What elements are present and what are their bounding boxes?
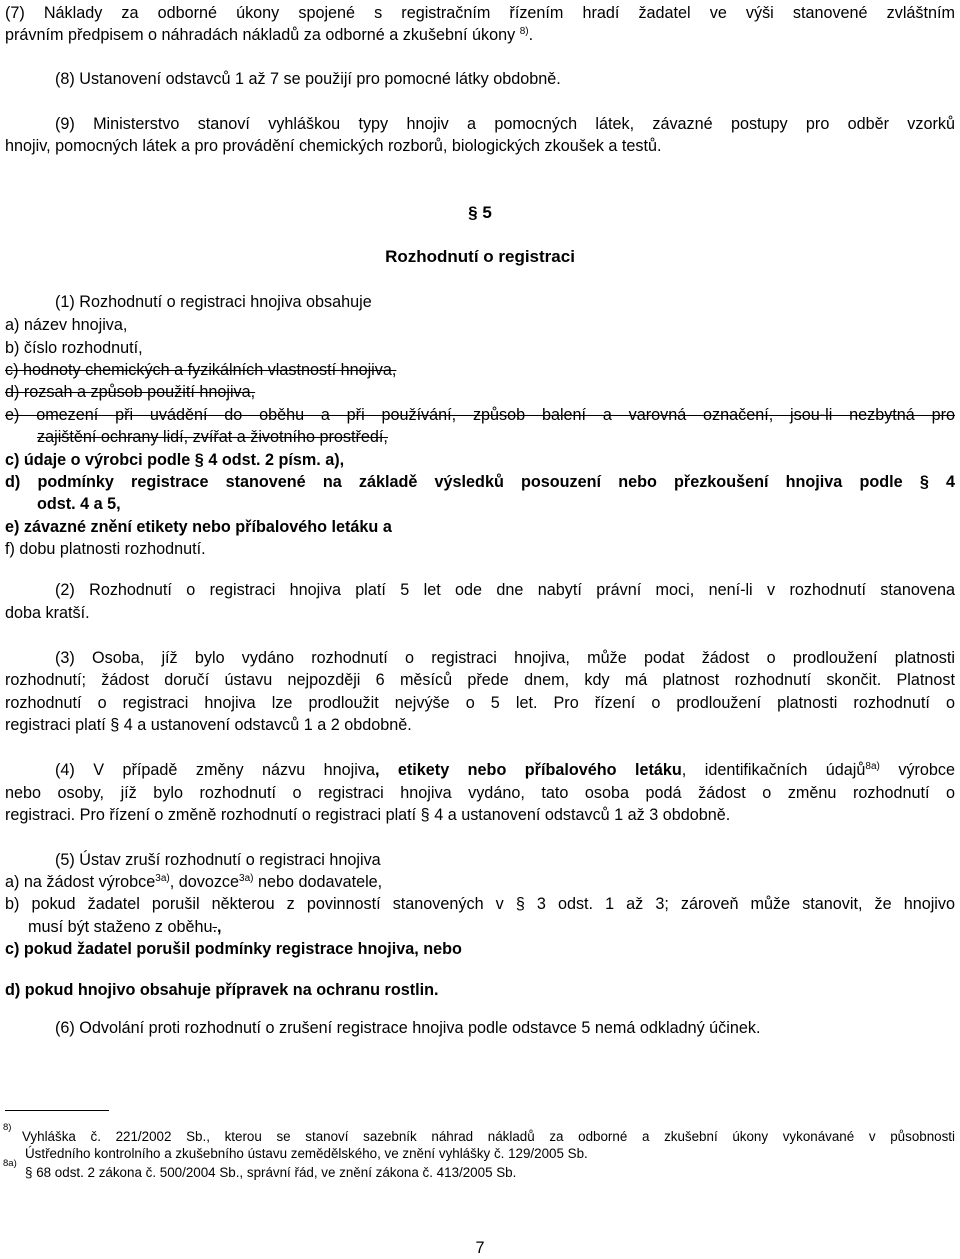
subsection-3-line-3: rozhodnutí o registraci hnojiva lze prodloužit nejvýše o 5 let. Pro řízení o prodloužení platnosti rozhodnutí o bbox=[5, 694, 955, 712]
paragraph-9-line-2: hnojiv, pomocných látek a pro provádění chemických rozborů, biologických zkoušek a testů. bbox=[5, 137, 662, 155]
new-item-e: e) závazné znění etikety nebo příbalového letáku a bbox=[5, 518, 392, 536]
subsection-4-line-3: registraci. Pro řízení o změně rozhodnutí o registraci platí § 4 a ustanovení odstavců 1 až 3 obdobně. bbox=[5, 806, 731, 824]
subsection-5-item-d: d) pokud hnojivo obsahuje přípravek na ochranu rostlin. bbox=[5, 981, 439, 999]
footnote-8-line-2: Ústředního kontrolního a zkušebního ústavu zemědělského, ve znění vyhlášky č. 129/2005 Sb. bbox=[25, 1146, 588, 1161]
footnote-ref-3a[interactable]: 3a) bbox=[239, 873, 254, 884]
section-symbol: § bbox=[515, 895, 525, 913]
subsection-4-line-2: nebo osoby, jíž bylo rozhodnutí o registraci hnojiva vydáno, tato osoba podá žádost o změnu rozhodnutí o bbox=[5, 784, 955, 802]
footnote-ref-3a[interactable]: 3a) bbox=[155, 873, 170, 884]
subsection-6: (6) Odvolání proti rozhodnutí o zrušení registrace hnojiva podle odstavce 5 nemá odkladný účinek. bbox=[55, 1019, 761, 1037]
footnote-8-line-1: Vyhláška č. 221/2002 Sb., kterou se stanoví sazebník náhrad nákladů za odborné a zkušební úkony vykonávané v působnosti bbox=[22, 1129, 955, 1144]
new-item-c: c) údaje o výrobci podle § 4 odst. 2 písm. a), bbox=[5, 451, 345, 469]
footnote-ref-8a[interactable]: 8a) bbox=[865, 761, 880, 772]
deleted-item-e-line-2: zajištění ochrany lidí, zvířat a životního prostředí, bbox=[37, 428, 388, 446]
subsection-2-line-2: doba kratší. bbox=[5, 604, 90, 622]
footnote-ref-8[interactable]: 8) bbox=[519, 26, 529, 37]
subsection-3-line-4: registraci platí § 4 a ustanovení odstavců 1 a 2 obdobně. bbox=[5, 716, 412, 734]
section-symbol: § bbox=[110, 716, 120, 734]
section-symbol: § bbox=[919, 473, 929, 491]
section-title: Rozhodnutí o registraci bbox=[385, 247, 575, 266]
subsection-4-line-1: (4) V případě změny názvu hnojiva, etikety nebo příbalového letáku, identifikačních údajů$^{8a)}$ výrobce bbox=[55, 761, 955, 779]
section-number: 5 bbox=[482, 203, 492, 222]
subsection-5-item-b-line-1: b) pokud žadatel porušil některou z povinností stanovených v § 3 odst. 1 až 3; zároveň může stanovit, že hnojivo bbox=[5, 895, 955, 913]
deleted-item-d: d) rozsah a způsob použití hnojiva, bbox=[5, 383, 256, 401]
subsection-3-line-2: rozhodnutí; žádost doručí ústavu nejpozději 6 měsíců přede dnem, kdy má platnost rozhodnutí skončit. Platnost bbox=[5, 671, 955, 689]
subsection-5-intro: (5) Ústav zruší rozhodnutí o registraci hnojiva bbox=[55, 851, 381, 869]
section-symbol: § bbox=[468, 203, 478, 222]
subsection-5-item-c: c) pokud žadatel porušil podmínky registrace hnojiva, nebo bbox=[5, 940, 462, 958]
list-item-a: a) název hnojiva, bbox=[5, 316, 128, 334]
paragraph-7-line-1: (7) Náklady za odborné úkony spojené s registračním řízením hradí žadatel ve výši stanovené zvláštním bbox=[5, 4, 955, 22]
subsection-2-line-1: (2) Rozhodnutí o registraci hnojiva platí 5 let ode dne nabytí právní moci, není-li v rozhodnutí stanovena bbox=[55, 581, 955, 599]
paragraph-9-line-1: (9) Ministerstvo stanoví vyhláškou typy hnojiv a pomocných látek, závazné postupy pro odběr vzorků bbox=[55, 115, 955, 133]
deleted-item-e-line-1: e) omezení při uvádění do oběhu a při používání, způsob balení a varovná označení, jsou-li nezbytná pro bbox=[5, 406, 955, 424]
footnote-separator bbox=[5, 1110, 109, 1111]
paragraph-7-line-2: právním předpisem o náhradách nákladů za odborné a zkušební úkony $^{8)}$. bbox=[5, 26, 534, 44]
list-item-b: b) číslo rozhodnutí, bbox=[5, 339, 143, 357]
section-heading bbox=[0, 202, 960, 224]
footnote-8a-line: § 68 odst. 2 zákona č. 500/2004 Sb., správní řád, ve znění zákona č. 413/2005 Sb. bbox=[25, 1165, 517, 1180]
subsection-5-item-b-line-2: musí být staženo z oběhu., bbox=[28, 918, 222, 936]
subsection-5-item-a: a) na žádost výrobce$^{3a)}$, dovozce$^{3a)}$ nebo dodavatele, bbox=[5, 873, 383, 891]
list-item-f: f) dobu platnosti rozhodnutí. bbox=[5, 540, 206, 558]
footnote-8-marker: 8) bbox=[3, 1122, 12, 1133]
section-symbol: § bbox=[194, 451, 204, 469]
new-item-d-line-2: odst. 4 a 5, bbox=[37, 495, 121, 513]
new-item-d-line-1: d) podmínky registrace stanovené na základě výsledků posouzení nebo přezkoušení hnojiva podle § 4 bbox=[5, 473, 956, 491]
paragraph-8: (8) Ustanovení odstavců 1 až 7 se použijí pro pomocné látky obdobně. bbox=[55, 70, 561, 88]
deleted-item-c: c) hodnoty chemických a fyzikálních vlastností hnojiva, bbox=[5, 361, 397, 379]
subsection-3-line-1: (3) Osoba, jíž bylo vydáno rozhodnutí o registraci hnojiva, může podat žádost o prodloužení platnosti bbox=[55, 649, 955, 667]
subsection-1-intro: (1) Rozhodnutí o registraci hnojiva obsahuje bbox=[55, 293, 372, 311]
footnote-8a-marker: 8a) bbox=[3, 1158, 17, 1169]
section-symbol: § bbox=[25, 1165, 33, 1180]
page-number: 7 bbox=[475, 1239, 485, 1257]
section-symbol: § bbox=[420, 806, 430, 824]
